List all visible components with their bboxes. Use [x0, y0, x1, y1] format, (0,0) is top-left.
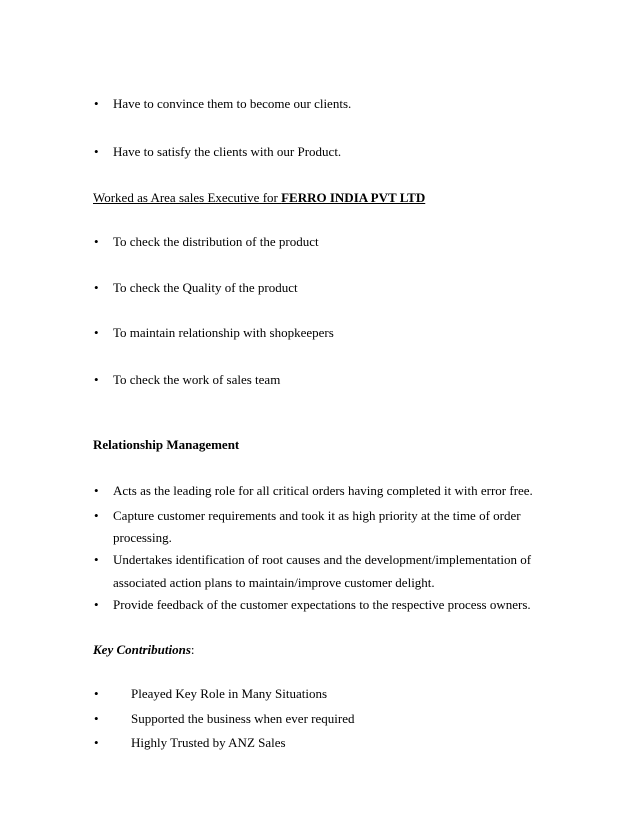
bullet-icon: • [94, 552, 99, 567]
bullet-icon: • [94, 144, 99, 159]
bullet-icon: • [94, 508, 99, 523]
bullet-icon: • [94, 234, 99, 249]
list-item: Highly Trusted by ANZ Sales [131, 735, 286, 750]
list-item: To maintain relationship with shopkeepers [113, 325, 334, 340]
list-item: Have to convince them to become our clients. [113, 96, 352, 111]
company-name: FERRO INDIA PVT LTD [281, 190, 426, 205]
list-item: Acts as the leading role for all critical orders having completed it with error free. [113, 483, 533, 498]
job-prefix: Worked as Area sales Executive for [93, 190, 282, 205]
contributions-heading: Key Contributions [93, 642, 191, 657]
section-heading-contributions [93, 642, 195, 657]
bullet-icon: • [94, 597, 99, 612]
bullet-icon: • [94, 325, 99, 340]
contributions-colon: : [190, 642, 195, 657]
list-item: Have to satisfy the clients with our Product. [113, 144, 342, 159]
list-item: To check the distribution of the product [113, 234, 319, 249]
bullet-icon: • [94, 96, 99, 111]
list-item: Pleayed Key Role in Many Situations [131, 686, 328, 701]
list-item: Undertakes identification of root causes and the development/implementation of [113, 552, 532, 567]
bullet-icon: • [94, 280, 99, 295]
list-item: Supported the business when ever required [131, 711, 355, 726]
section-heading-relationship: Relationship Management [93, 437, 240, 452]
list-item: To check the Quality of the product [113, 280, 298, 295]
bullet-icon: • [94, 686, 99, 701]
list-item-continuation: processing. [113, 530, 172, 545]
list-item-continuation: associated action plans to maintain/improve customer delight. [113, 575, 435, 590]
bullet-icon: • [94, 711, 99, 726]
bullet-icon: • [94, 483, 99, 498]
list-item: Provide feedback of the customer expectations to the respective process owners. [113, 597, 531, 612]
list-item: To check the work of sales team [113, 372, 281, 387]
bullet-icon: • [94, 372, 99, 387]
list-item: Capture customer requirements and took it as high priority at the time of order [113, 508, 521, 523]
job-line [93, 190, 425, 205]
bullet-icon: • [94, 735, 99, 750]
